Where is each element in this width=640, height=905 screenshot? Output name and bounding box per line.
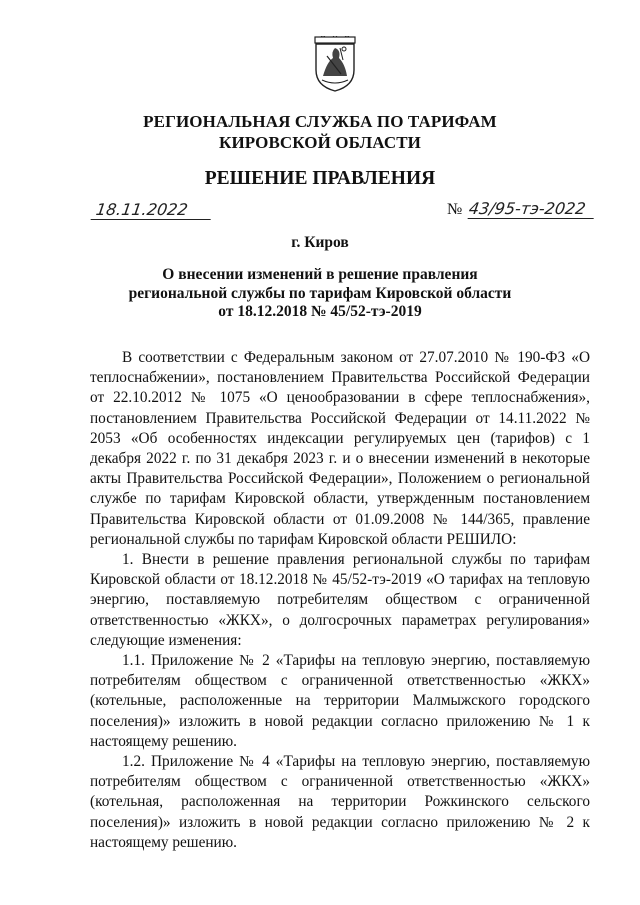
decision-number: 43/95-тэ-2022 bbox=[468, 199, 597, 219]
item-1-2-paragraph: 1.2. Приложение № 4 «Тарифы на тепловую энергию, поставляемую потребителям обществом с ограниченной ответственностью «ЖКХ» (котельная, расположенная на территории Рожкинского сельского поселения)» изложить в новой редакции согласно приложению № 2 к настоящему решению. bbox=[90, 753, 590, 851]
item-1-1-paragraph: 1.1. Приложение № 2 «Тарифы на тепловую энергию, поставляемую потребителям обществом с ограниченной ответственностью «ЖКХ» (котельные, расположенные на территории Малмыжского городского поселения)» изложить в новой редакции согласно приложению № 1 к настоящему решению. bbox=[90, 652, 590, 750]
kirov-coat-of-arms-icon bbox=[313, 36, 357, 92]
number-sign: № bbox=[447, 201, 463, 218]
preamble-paragraph: В соответствии с Федеральным законом от 27.07.2010 № 190-ФЗ «О теплоснабжении», постановлением Правительства Российской Федерации от 22.10.2012 № 1075 «О ценообразовании в сфере теплоснабжения», постановлением Правительства Российской Федерации от 14.11.2022 № 2053 «Об особенностях индексации регулируемых цен (тарифов) с 1 декабря 2022 г. по 31 декабря 2023 г. и о внесении изменений в некоторые акты Правительства Российской Федерации», Положением о региональной службе по тарифам Кировской области, утвержденным постановлением Правительства Кировской области от 01.09.2008 № 144/365, правление региональной службы по тарифам Кировской области РЕШИЛО: bbox=[90, 349, 590, 548]
decision-number-block bbox=[447, 199, 597, 223]
subject-line1: О внесении изменений в решение правления bbox=[162, 266, 478, 283]
item-1-paragraph: 1. Внести в решение правления региональной службы по тарифам Кировской области от 18.12.2018 № 45/52-тэ-2019 «О тарифах на тепловую энергию, поставляемую потребителям обществом с ограниченной ответственностью «ЖКХ», о долгосрочных параметрах регулирования» следующие изменения: bbox=[90, 551, 590, 649]
document-body bbox=[90, 348, 590, 853]
city-name: г. Киров bbox=[291, 234, 349, 251]
document-type-title: РЕШЕНИЕ ПРАВЛЕНИЯ bbox=[204, 168, 436, 189]
org-name-line2: КИРОВСКОЙ ОБЛАСТИ bbox=[219, 133, 421, 152]
subject-line2: региональной службы по тарифам Кировской области bbox=[128, 284, 512, 302]
org-name-line1: РЕГИОНАЛЬНАЯ СЛУЖБА ПО ТАРИФАМ bbox=[143, 112, 497, 131]
document-subject bbox=[100, 266, 540, 322]
subject-line3: от 18.12.2018 № 45/52-тэ-2019 bbox=[218, 303, 422, 320]
decision-date: 18.11.2022 bbox=[91, 200, 214, 220]
